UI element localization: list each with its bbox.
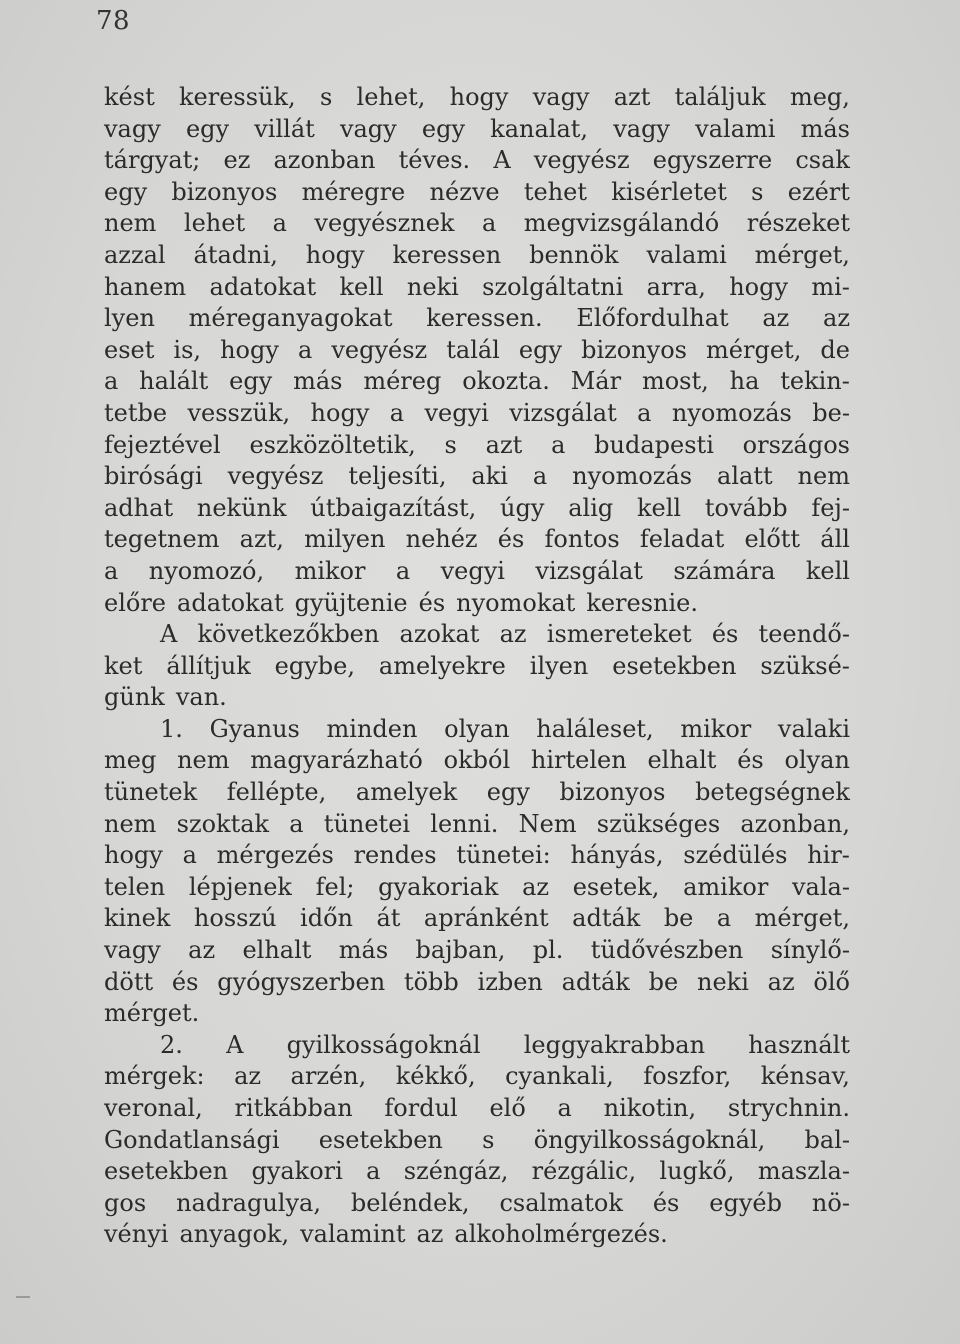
- text-line: eset is, hogy a vegyész talál egy bizonyos mérget, de: [104, 335, 850, 364]
- edge-mark: [16, 1296, 30, 1298]
- text-line: Gondatlansági esetekben s öngyilkosságoknál, bal-: [104, 1125, 850, 1154]
- text-line: a halált egy más méreg okozta. Már most, ha tekin-: [104, 367, 850, 396]
- text-line: hogy a mérgezés rendes tünetei: hányás, szédülés hir-: [104, 841, 850, 870]
- text-line: mérgek: az arzén, kékkő, cyankali, foszfor, kénsav,: [104, 1062, 850, 1091]
- text-line: telen lépjenek fel; gyakoriak az esetek, amikor vala-: [104, 872, 850, 901]
- body-text: [104, 82, 850, 1251]
- text-line: veronal, ritkábban fordul elő a nikotin, strychnin.: [104, 1094, 850, 1122]
- text-line: tetbe vesszük, hogy a vegyi vizsgálat a nyomozás be-: [104, 398, 850, 427]
- text-line: A következőkben azokat az ismereteket és teendő-: [160, 620, 850, 649]
- page-number: 78: [96, 6, 131, 36]
- text-line: hanem adatokat kell neki szolgáltatni arra, hogy mi-: [104, 272, 850, 301]
- text-line: előre adatokat gyüjtenie és nyomokat keresnie.: [104, 588, 699, 617]
- text-line: nem szoktak a tünetei lenni. Nem szükséges azonban,: [104, 809, 850, 838]
- text-line: azzal átadni, hogy keressen bennök valami mérget,: [104, 240, 850, 269]
- text-line: esetekben gyakori a széngáz, rézgálic, lugkő, maszla-: [104, 1157, 850, 1186]
- text-line: a nyomozó, mikor a vegyi vizsgálat számára kell: [104, 556, 850, 585]
- text-line: gos nadragulya, beléndek, csalmatok és egyéb nö-: [104, 1188, 850, 1217]
- text-line: kinek hosszú időn át apránként adták be a mérget,: [104, 904, 850, 933]
- text-line: 2. A gyilkosságoknál leggyakrabban használt: [160, 1030, 850, 1059]
- text-line: kést keressük, s lehet, hogy vagy azt találjuk meg,: [104, 83, 850, 111]
- text-line: fejeztével eszközöltetik, s azt a budapesti országos: [104, 430, 850, 459]
- text-line: tárgyat; ez azonban téves. A vegyész egyszerre csak: [104, 146, 850, 175]
- text-line: mérget.: [104, 999, 200, 1028]
- text-line: meg nem magyarázható okból hirtelen elhalt és olyan: [104, 746, 850, 775]
- text-line: dött és gyógyszerben több izben adták be neki az ölő: [104, 967, 850, 996]
- text-line: vényi anyagok, valamint az alkoholmérgezés.: [104, 1220, 668, 1249]
- text-line: egy bizonyos méregre nézve tehet kisérletet s ezért: [104, 177, 850, 206]
- text-line: vagy az elhalt más bajban, pl. tüdővészben sínylő-: [104, 936, 850, 965]
- text-line: adhat nekünk útbaigazítást, úgy alig kell tovább fej-: [104, 493, 850, 522]
- text-line: nem lehet a vegyésznek a megvizsgálandó részeket: [104, 209, 850, 238]
- text-line: ket állítjuk egybe, amelyekre ilyen esetekben szüksé-: [104, 651, 850, 680]
- text-line: vagy egy villát vagy egy kanalat, vagy valami más: [104, 114, 850, 143]
- text-line: günk van.: [104, 683, 227, 712]
- text-line: 1. Gyanus minden olyan haláleset, mikor valaki: [160, 714, 850, 743]
- text-line: birósági vegyész teljesíti, aki a nyomozás alatt nem: [104, 462, 850, 491]
- text-line: tünetek fellépte, amelyek egy bizonyos betegségnek: [104, 778, 850, 807]
- text-line: tegetnem azt, milyen nehéz és fontos feladat előtt áll: [104, 525, 850, 554]
- text-line: lyen méreganyagokat keressen. Előfordulhat az az: [104, 304, 850, 333]
